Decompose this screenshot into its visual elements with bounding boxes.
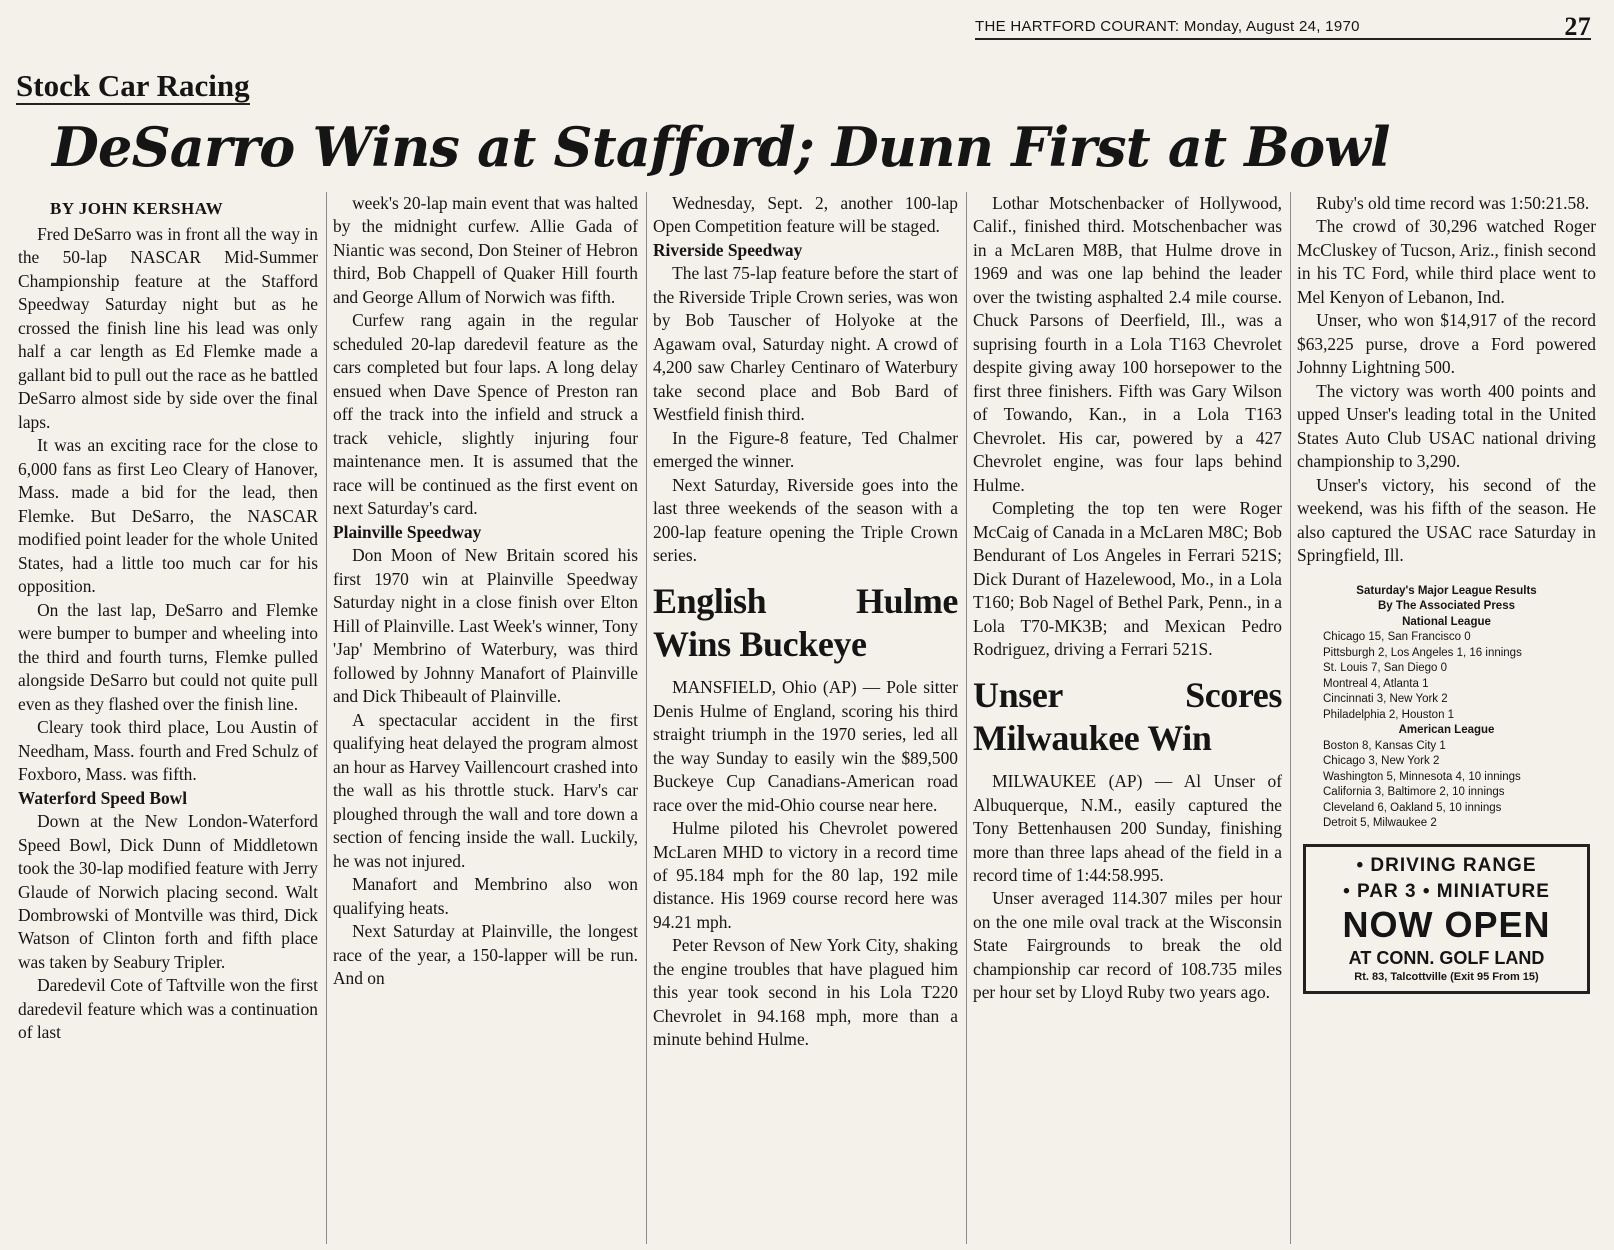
paragraph: Daredevil Cote of Taftville won the first daredevil feature which was a continuation of last: [18, 975, 318, 1043]
paragraph: On the last lap, DeSarro and Flemke were bumper to bumper and wheeling into the third and fourth turns, Flemke pulled alongside DeSarro but could not quite pull even as they flashed over the finish line.: [18, 599, 318, 714]
score-row: Detroit 5, Milwaukee 2: [1323, 817, 1437, 830]
paragraph: Unser's victory, his second of the weekend, was his fifth of the season. He also captured the USAC race Saturday in Springfield, Ill.: [1297, 474, 1596, 566]
american-league-heading: American League: [1398, 724, 1495, 737]
paragraph: Cleary took third place, Lou Austin of Needham, Mass. fourth and Fred Schulz of Foxboro, Mass. was fifth.: [18, 717, 318, 785]
paragraph: MILWAUKEE (AP) — Al Unser of Albuquerque, N.M., easily captured the Tony Bettenhausen 200 Sunday, finishing more than three laps ahead of the field in a record time of 1:44:58.995.: [973, 771, 1282, 885]
main-headline: DeSarro Wins at Stafford; Dunn First at Bowl: [52, 115, 1390, 179]
ad-line-par3: • PAR 3 • MINIATURE: [1310, 879, 1583, 905]
paragraph: Unser averaged 114.307 miles per hour on the one mile oval track at the Wisconsin State Fairgrounds to break the old championship car record of 108.735 miles per hour set by Lloyd Ruby two years ago.: [973, 888, 1282, 1003]
ad-directions: Rt. 83, Talcottville (Exit 95 From 15): [1354, 970, 1539, 983]
scores-source: By The Associated Press: [1378, 600, 1515, 613]
column-4: [966, 192, 1288, 1244]
score-row: Montreal 4, Atlanta 1: [1323, 677, 1429, 690]
paragraph: It was an exciting race for the close to 6,000 fans as first Leo Cleary of Hanover, Mass. made a bid for the lead, then Flemke. But DeSarro, the NASCAR modified point leader for the whole United States, had a little too much car for his opposition.: [18, 435, 318, 597]
paragraph: The victory was worth 400 points and upped Unser's leading total in the United States Auto Club USAC national driving championship to 3,290.: [1297, 380, 1596, 472]
subhead-plainville: Plainville Speedway: [333, 521, 482, 542]
score-row: Chicago 15, San Francisco 0: [1323, 631, 1471, 644]
paragraph: In the Figure-8 feature, Ted Chalmer emerged the winner.: [653, 427, 958, 472]
column-3: [646, 192, 964, 1244]
unser-headline: Unser Scores Milwaukee Win: [973, 674, 1282, 758]
column-2: [326, 192, 644, 1244]
score-row: Chicago 3, New York 2: [1323, 755, 1440, 768]
subhead-riverside: Riverside Speedway: [653, 239, 803, 260]
ad-location: AT CONN. GOLF LAND: [1348, 947, 1545, 968]
paragraph: Next Saturday at Plainville, the longest race of the year, a 150-lapper will be run. And on: [333, 921, 638, 988]
paragraph: Next Saturday, Riverside goes into the last three weekends of the season with a 200-lap feature opening the Triple Crown series.: [653, 474, 958, 566]
paragraph: Wednesday, Sept. 2, another 100-lap Open Competition feature will be staged.: [653, 193, 958, 237]
score-row: Cleveland 6, Oakland 5, 10 innings: [1323, 801, 1502, 814]
baseball-scores: [1297, 584, 1596, 832]
paragraph: Fred DeSarro was in front all the way in the 50-lap NASCAR Mid-Summer Championship feature at the Stafford Speedway Saturday night but as he crossed the finish line his lead was only half a car length as Ed Flemke made a gallant bid to pull out the race as he battled DeSarro almost side by side over the final laps.: [18, 223, 318, 432]
column-1: [12, 192, 324, 1244]
subhead-waterford: Waterford Speed Bowl: [18, 787, 188, 808]
column-5: [1290, 192, 1602, 1244]
score-row: St. Louis 7, San Diego 0: [1323, 662, 1448, 675]
paragraph: Unser, who won $14,917 of the record $63,225 purse, drove a Ford powered Johnny Lightning 500.: [1297, 310, 1596, 378]
score-row: California 3, Baltimore 2, 10 innings: [1323, 786, 1505, 799]
paragraph: Manafort and Membrino also won qualifying heats.: [333, 874, 638, 918]
paragraph: Ruby's old time record was 1:50:21.58.: [1316, 193, 1590, 213]
hulme-headline: English Hulme Wins Buckeye: [653, 580, 958, 664]
byline: BY JOHN KERSHAW: [50, 199, 224, 218]
national-league-heading: National League: [1402, 615, 1491, 628]
paragraph: Hulme piloted his Chevrolet powered McLaren MHD to victory in a record time of 95.184 mph for the 80 lap, 192 mile distance. His 1969 course record here was 94.21 mph.: [653, 818, 958, 932]
paragraph: Down at the New London-Waterford Speed Bowl, Dick Dunn of Middletown took the 30-lap modified feature with Jerry Glaude of Norwich placing second. Walt Dombrowski of Montville was third, Dick Watson of Clinton forth and fifth place was taken by Seabury Tripler.: [18, 811, 318, 972]
score-row: Boston 8, Kansas City 1: [1323, 739, 1446, 752]
golf-land-ad: [1303, 844, 1590, 994]
paragraph: The crowd of 30,296 watched Roger McCluskey of Tucson, Ariz., finish second in his TC Ford, while third place went to Mel Kenyon of Lebanon, Ind.: [1297, 216, 1596, 307]
score-row: Cincinnati 3, New York 2: [1323, 693, 1448, 706]
masthead-text: THE HARTFORD COURANT: Monday, August 24, 1970: [975, 18, 1360, 35]
masthead: [975, 12, 1591, 41]
score-row: Washington 5, Minnesota 4, 10 innings: [1323, 770, 1521, 783]
score-row: Philadelphia 2, Houston 1: [1323, 708, 1455, 721]
paragraph: Completing the top ten were Roger McCaig of Canada in a McLaren M8C; Bob Bendurant of Los Angeles in Ferrari 521S; Dick Durant of Hazelewood, Mo., in a Lola T160; Bob Nagel of Bethel Park, Penn., in a Lola T70-MK3B; and Mexican Pedro Rodriguez, driving a Ferrari 521S.: [973, 498, 1282, 660]
score-row: Pittsburgh 2, Los Angeles 1, 16 innings: [1323, 646, 1522, 659]
paragraph: week's 20-lap main event that was halted by the midnight curfew. Allie Gada of Niantic was second, Don Steiner of Hebron third, Bob Chappell of Quaker Hill fourth and George Allum of Norwich was fifth.: [333, 193, 638, 307]
page-number: 27: [1564, 12, 1591, 41]
scores-title: Saturday's Major League Results: [1356, 584, 1537, 597]
paragraph: Peter Revson of New York City, shaking the engine troubles that have plagued him this year took second in his Lola T220 Chevrolet in 94.168 mph, more than a minute behind Hulme.: [653, 935, 958, 1050]
article-columns: [12, 192, 1602, 1244]
paragraph: A spectacular accident in the first qualifying heat delayed the program almost an hour as Harvey Vaillencourt crashed into the wall as his throttle stuck. Harv's car ploughed through the wall and tore down a section of fencing inside the wall. Luckily, he was not injured.: [333, 709, 638, 871]
paragraph: MANSFIELD, Ohio (AP) — Pole sitter Denis Hulme of England, scoring his third straight triumph in the 1970 series, led all the way Sunday to easily win the $89,500 Buckeye Cup Canadians-American road race over the mid-Ohio course near here.: [653, 677, 958, 815]
paragraph: Lothar Motschenbacker of Hollywood, Calif., finished third. Motschenbacher was in a McLaren M8B, that Hulme drove in 1969 and was one lap behind the leader over the twisting asphalted 2.4 mile course. Chuck Parsons of Deerfield, Ill., was a suprising fourth in a Lola T163 Chevrolet despite giving away 100 horsepower to the first three finishers. Fifth was Gary Wilson of Towando, Kan., in a Lola T163 Chevrolet. His car, powered by a 427 Chevrolet engine, was four laps behind Hulme.: [973, 193, 1282, 495]
paragraph: Don Moon of New Britain scored his first 1970 win at Plainville Speedway Saturday night in a close finish over Elton Hill of Plainville. Last Week's winner, Tony 'Jap' Membrino of Waterbury, was third followed by Johnny Manafort of Plainville and Dick Thibeault of Plainville.: [333, 545, 638, 707]
paragraph: The last 75-lap feature before the start of the Riverside Triple Crown series, was won by Bob Tauscher of Holyoke at the Agawam oval, Saturday night. A crowd of 4,200 saw Charley Centinaro of Waterbury take second place and Bob Bard of Westfield finish third.: [653, 263, 958, 425]
paragraph: Curfew rang again in the regular scheduled 20-lap daredevil feature as the cars completed but four laps. A long delay ensued when Dave Spence of Preston ran off the track into the infield and struck a track vehicle, slightly injuring four maintenance men. It is assumed that the race will be continued as the first event on next Saturday's card.: [333, 310, 638, 519]
ad-now-open: NOW OPEN: [1342, 904, 1551, 946]
section-kicker: Stock Car Racing: [16, 68, 250, 103]
ad-line-driving-range: • DRIVING RANGE: [1310, 853, 1583, 879]
